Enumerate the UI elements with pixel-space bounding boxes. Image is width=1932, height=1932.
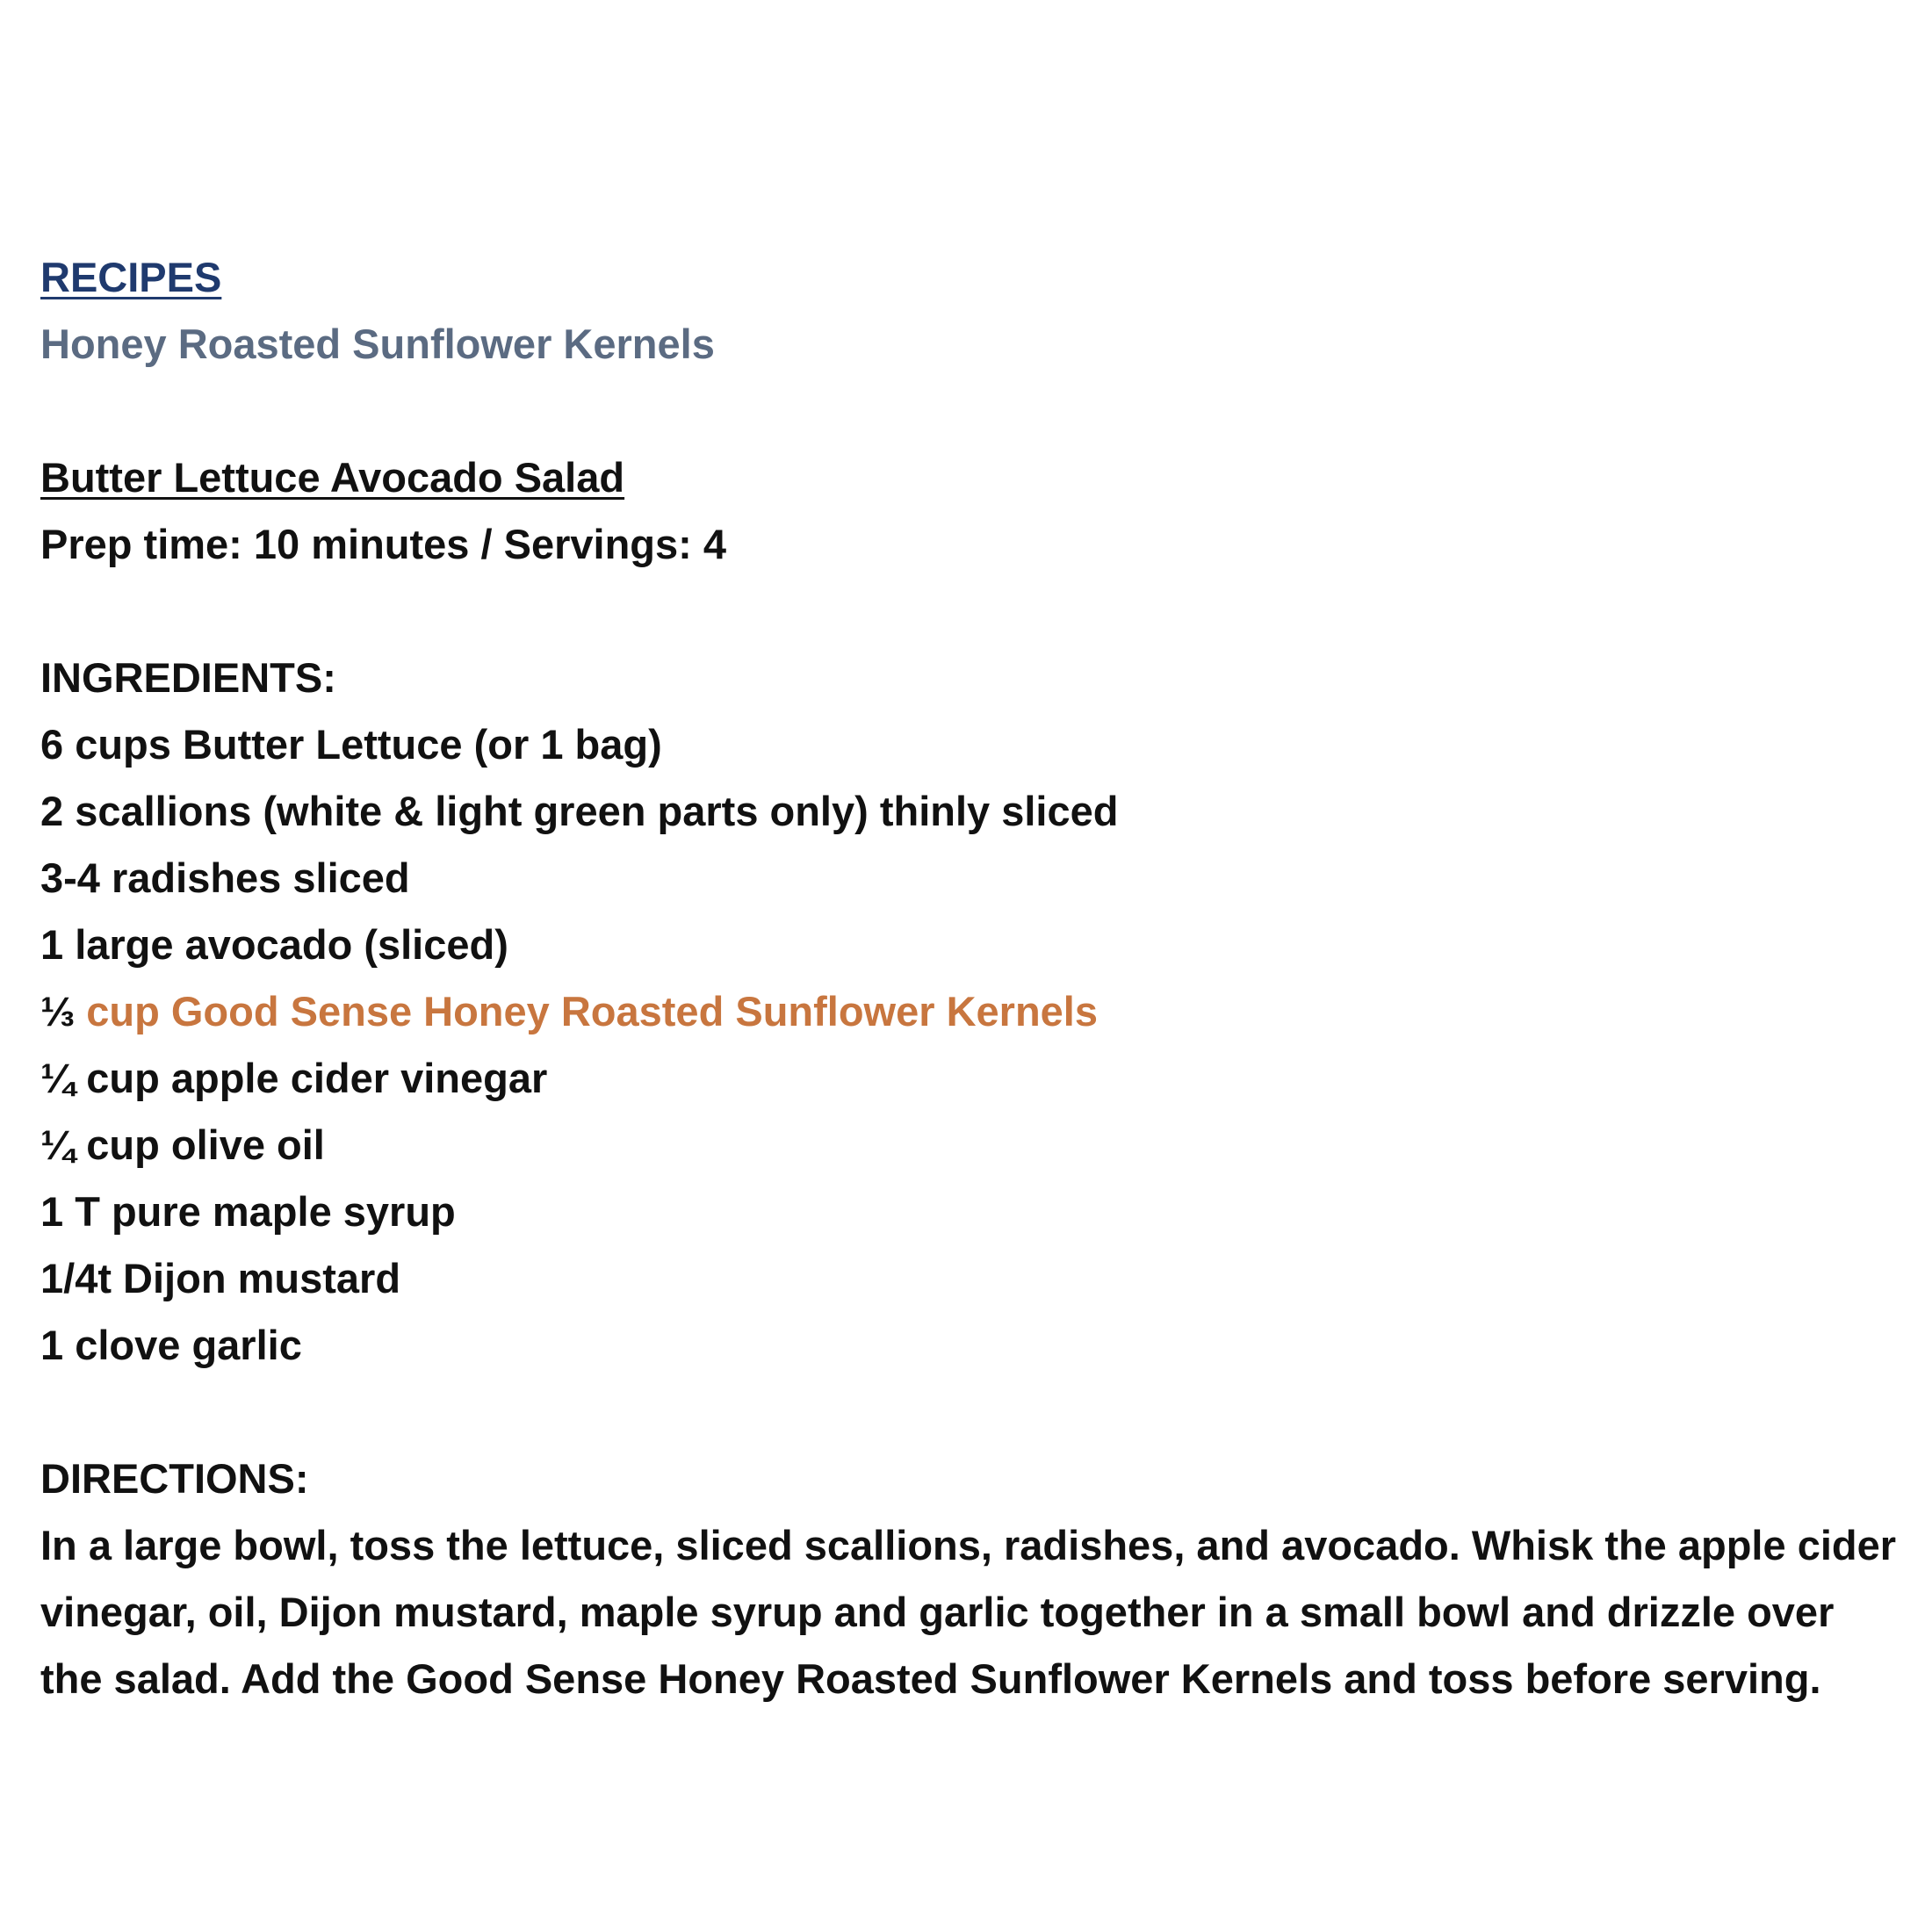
ingredient-item xyxy=(40,1045,1902,1112)
product-link[interactable]: cup Good Sense Honey Roasted Sunflower Kernels xyxy=(75,988,1098,1034)
recipe-title: Butter Lettuce Avocado Salad xyxy=(40,454,625,501)
ingredient-text: radishes sliced xyxy=(99,854,410,901)
ingredient-text: Butter Lettuce (or 1 bag) xyxy=(170,721,662,768)
spacer xyxy=(40,378,1902,444)
ingredient-item xyxy=(40,845,1902,912)
ingredient-amount: 1 xyxy=(40,1188,64,1235)
ingredient-amount: 1/4t xyxy=(40,1255,112,1301)
ingredient-text: Dijon mustard xyxy=(112,1255,401,1301)
ingredient-amount: 2 xyxy=(40,788,64,834)
ingredient-item xyxy=(40,711,1902,778)
ingredient-text: scallions (white & light green parts only) thinly sliced xyxy=(63,788,1119,834)
ingredient-item xyxy=(40,1245,1902,1312)
ingredient-text: T pure maple syrup xyxy=(63,1188,456,1235)
ingredient-text: cup olive oil xyxy=(75,1121,325,1168)
ingredient-amount: ¼ xyxy=(40,1055,76,1101)
ingredient-item xyxy=(40,778,1902,845)
ingredient-item xyxy=(40,1112,1902,1179)
ingredient-item-product xyxy=(40,978,1902,1045)
ingredient-amount: ¼ xyxy=(40,1121,76,1168)
product-subtitle: Honey Roasted Sunflower Kernels xyxy=(40,321,715,367)
ingredient-amount: 6 cups xyxy=(40,721,171,768)
recipes-link[interactable]: RECIPES xyxy=(40,254,222,300)
ingredient-text: cup apple cider vinegar xyxy=(75,1055,548,1101)
ingredients-heading: INGREDIENTS: xyxy=(40,654,336,701)
ingredient-item xyxy=(40,912,1902,978)
spacer xyxy=(40,1379,1902,1445)
ingredient-item xyxy=(40,1179,1902,1245)
ingredient-amount: 1 xyxy=(40,1322,64,1368)
recipe-meta: Prep time: 10 minutes / Servings: 4 xyxy=(40,521,726,567)
ingredient-amount: ⅓ xyxy=(40,988,76,1034)
spacer xyxy=(40,578,1902,645)
ingredient-amount: 3-4 xyxy=(40,854,100,901)
directions-text: In a large bowl, toss the lettuce, sliced scallions, radishes, and avocado. Whisk the apple cider vinegar, oil, Dijon mustard, maple syrup and garlic together in a small bowl and drizzle over the salad. Add the Good Sense Honey Roasted Sunflower Kernels and toss before serving. xyxy=(40,1522,1897,1702)
ingredient-text: clove garlic xyxy=(63,1322,302,1368)
ingredient-amount: 1 xyxy=(40,921,64,968)
recipe-document xyxy=(40,244,1902,1712)
ingredient-text: large avocado (sliced) xyxy=(63,921,508,968)
directions-heading: DIRECTIONS: xyxy=(40,1455,309,1502)
ingredient-item xyxy=(40,1312,1902,1379)
